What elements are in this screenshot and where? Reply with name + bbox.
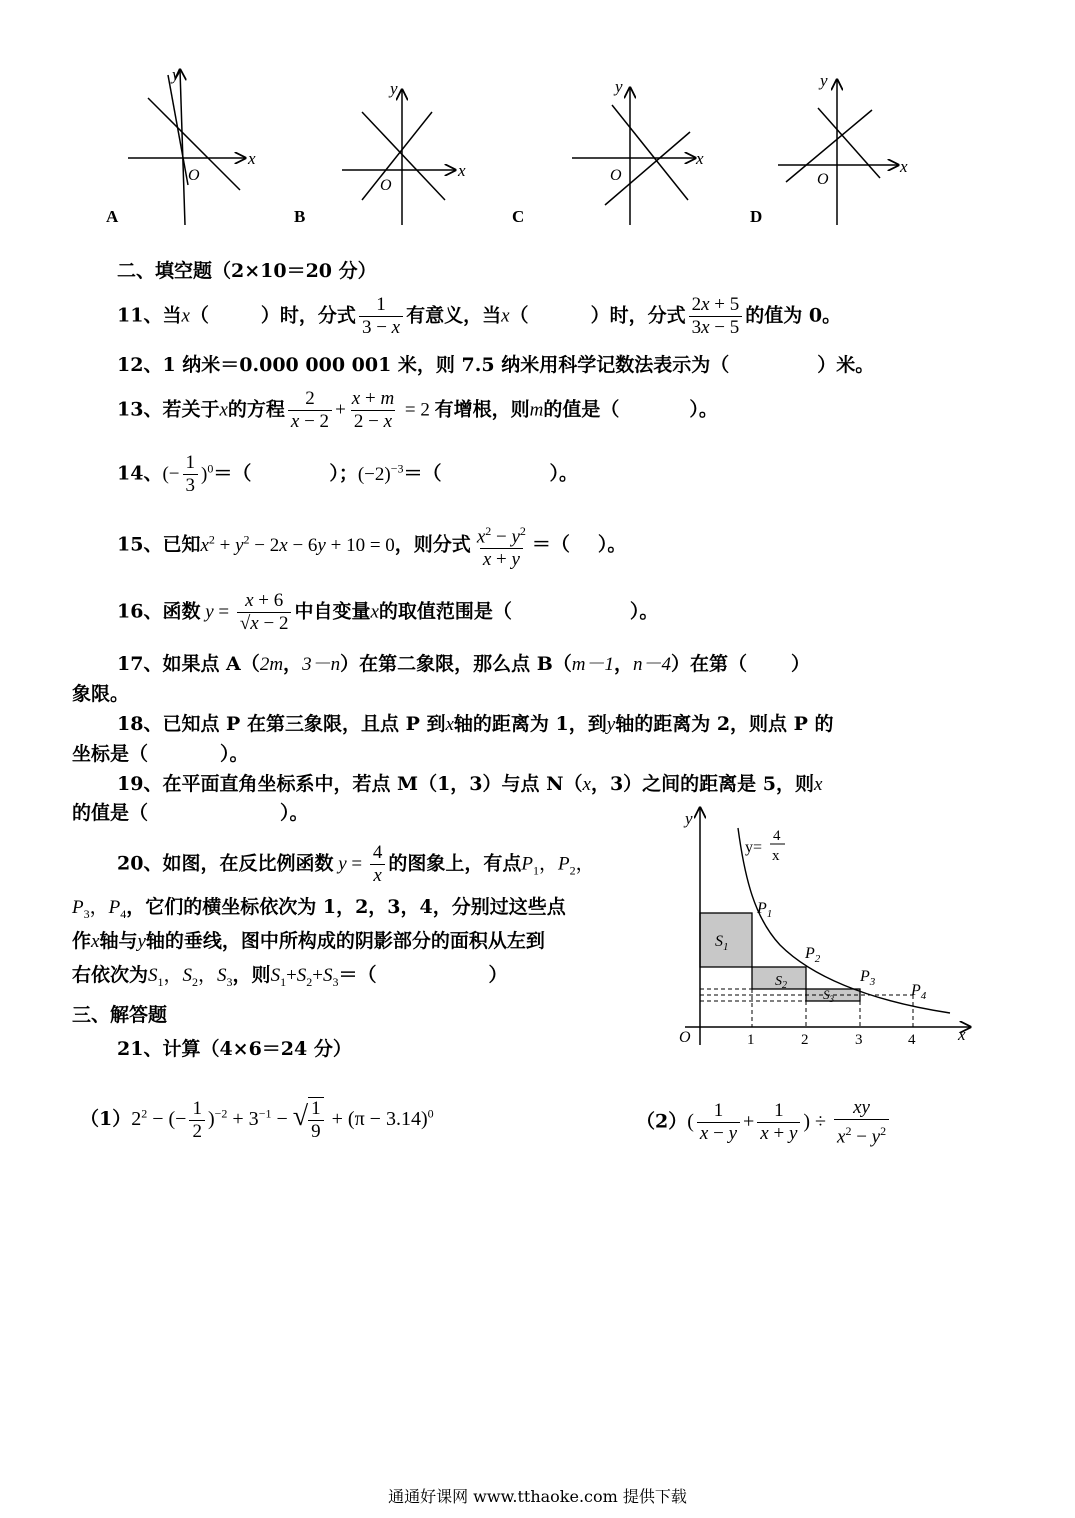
graph-b <box>342 90 455 225</box>
svg-text:S2: $S_2$ <box>775 974 787 991</box>
svg-text:P1: $P_1$ <box>757 900 773 920</box>
svg-text:x: x <box>772 848 780 864</box>
q11: 11、当x（ ）时，分式 $\frac{1}{3 - x}$ 有意义，当x（ ）时，分式 $\frac{2x + 5}{3x - 5}$ 的值为 0。 <box>117 294 842 338</box>
section2-title: 二、填空题（2×10＝20 分） <box>117 260 377 282</box>
q14: 14、(− $\frac{1}{3}$ )$^0$＝（ ）；$(-2)^{-3}=$（ ）。 <box>117 452 579 496</box>
svg-text:4: 4 <box>908 1032 916 1048</box>
q13: 13、若关于x的方程 $\frac{2}{x - 2}$ + $\frac{x + m}{2 - x}$ = 2 有增根，则m的值是（ ）。 <box>117 388 718 432</box>
svg-text:4: 4 <box>773 828 781 844</box>
graph-c <box>572 88 695 225</box>
q17-line2: 象限。 <box>72 683 130 705</box>
svg-text:y=: y= <box>745 839 763 856</box>
graph-c-label: C <box>512 207 525 226</box>
graph-a-o: O <box>188 167 200 184</box>
q20-line2: $P_3$，$P_4$，它们的横坐标依次为 1，2，3，4，分别过这些点 <box>72 896 566 921</box>
q20-figure <box>665 800 985 1050</box>
q18-line1: 18、已知点 P 在第三象限，且点 P 到x轴的距离为 1，到y轴的距离为 2，则点 P 的 <box>117 713 834 735</box>
svg-text:y: y <box>685 809 693 828</box>
svg-text:3: 3 <box>855 1032 863 1048</box>
svg-text:S3: $S_3$ <box>823 987 834 1004</box>
graph-a <box>128 70 245 225</box>
svg-text:P3: $P_3$ <box>860 968 876 988</box>
graph-a-y: y <box>172 65 180 84</box>
q20-line3: 作x轴与y轴的垂线，图中所构成的阴影部分的面积从左到 <box>72 930 545 952</box>
area-s1 <box>700 913 752 967</box>
graph-c-o: O <box>610 167 622 184</box>
q17-line1: 17、如果点 A（2m，3－n）在第二象限，那么点 B（m－1，n－4）在第（ ） <box>117 653 811 675</box>
footer: 通通好课网 www.tthaoke.com 提供下载 <box>388 1487 687 1506</box>
svg-text:P2: $P_2$ <box>805 945 821 965</box>
svg-text:1: 1 <box>747 1032 755 1048</box>
graph-d-label: D <box>750 207 763 226</box>
q16: 16、函数 y = $\frac{x + 6}{√x - 2}$ 中自变量x的取值范围是（ ）。 <box>117 590 659 634</box>
graph-b-o: O <box>380 177 392 194</box>
q19-line2: 的值是（ ）。 <box>72 802 309 824</box>
q20-line4: 右依次为$S_1$，$S_2$，$S_3$，则$S_1+S_2+S_3=$（ ） <box>72 964 508 989</box>
q21-title: 21、计算（4×6＝24 分） <box>117 1038 352 1060</box>
graph-d-o: O <box>817 171 829 188</box>
q21-part1: $(1)2^2$ − (− $\frac{1}{2}$ )$^{-2} + 3^{-1}$ − √ $\frac{1}{9}$ + $(\pi - 3.14)^0$ <box>80 1097 434 1142</box>
graph-a-label: A <box>106 207 119 226</box>
q12: 12、1 纳米＝0.000 000 001 米，则 7.5 纳米用科学记数法表示为（ ）米。 <box>117 354 875 376</box>
svg-text:S1: $S_1$ <box>715 933 729 953</box>
q20-line1: 20、如图，在反比例函数 y = $\frac{4}{x}$ 的图象上，有点$P_1$，$P_2$， <box>117 842 595 886</box>
q19-line1: 19、在平面直角坐标系中，若点 M（1，3）与点 N（x，3）之间的距离是 5，则x <box>117 773 823 795</box>
q21-part2: （2）( $\frac{1}{x - y}$ + $\frac{1}{x + y}$ ) ÷ $\frac{xy}{x^2 - y^2}$ <box>636 1097 892 1148</box>
graph-b-y: y <box>390 79 398 98</box>
q15: 15、已知$x^2 + y^2 - 2x - 6y + 10 = 0$，则分式 $\frac{x^2 - y^2}{x + y}$ ＝（ ）。 <box>117 524 627 571</box>
graph-d-y: y <box>820 71 828 90</box>
graph-c-x: x <box>696 149 704 168</box>
svg-text:x: x <box>958 1025 966 1044</box>
graph-b-label: B <box>294 207 306 226</box>
q18-line2: 坐标是（ ）。 <box>72 743 249 765</box>
option-graphs <box>90 60 950 235</box>
svg-text:2: 2 <box>801 1032 809 1048</box>
graph-d-x: x <box>900 157 908 176</box>
svg-text:O: O <box>679 1029 691 1046</box>
graph-a-x: x <box>248 149 256 168</box>
section3-title: 三、解答题 <box>72 1004 168 1026</box>
graph-d <box>778 80 898 225</box>
graph-c-y: y <box>615 77 623 96</box>
svg-text:P4: $P_4$ <box>911 982 927 1002</box>
graph-b-x: x <box>458 161 466 180</box>
